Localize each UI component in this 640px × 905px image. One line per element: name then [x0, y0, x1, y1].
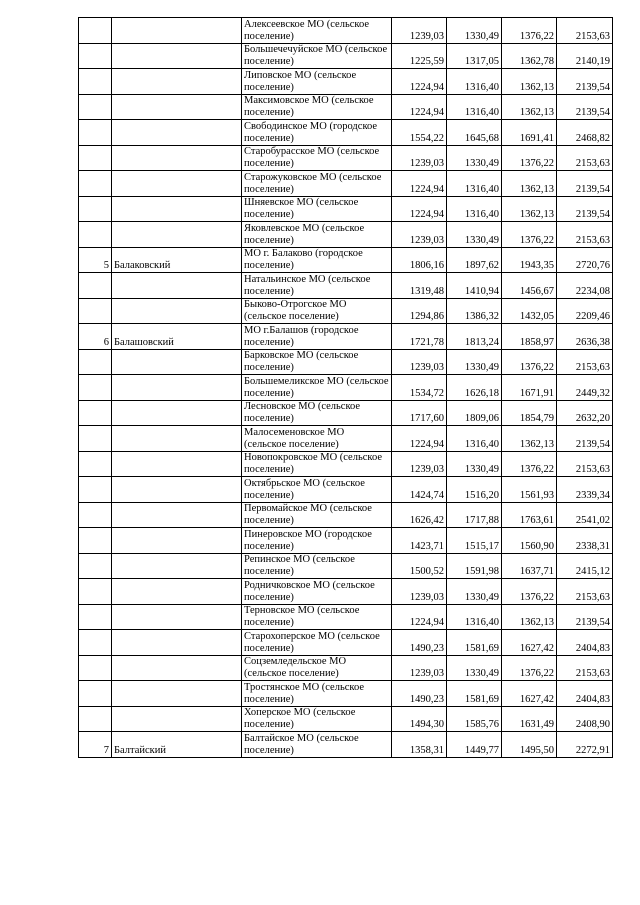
municipality-name: Алексеевское МО (сельское поселение): [242, 18, 392, 44]
value-2: 1645,68: [447, 120, 502, 146]
municipality-name: Свободинское МО (городское поселение): [242, 120, 392, 146]
table-row: [79, 732, 613, 758]
row-number: [79, 375, 112, 401]
tariff-table: [78, 17, 613, 758]
district-name: [112, 579, 242, 605]
row-number: [79, 222, 112, 248]
table-row: [79, 451, 613, 477]
value-3: 1376,22: [502, 349, 557, 375]
table-row: [79, 400, 613, 426]
value-4: 2139,54: [557, 69, 613, 95]
municipality-name: Липовское МО (сельское поселение): [242, 69, 392, 95]
row-number: [79, 681, 112, 707]
value-3: 1627,42: [502, 630, 557, 656]
value-3: 1631,49: [502, 706, 557, 732]
value-2: 1449,77: [447, 732, 502, 758]
value-2: 1330,49: [447, 579, 502, 605]
value-1: 1239,03: [392, 451, 447, 477]
district-name: [112, 375, 242, 401]
municipality-name: Старожуковское МО (сельское поселение): [242, 171, 392, 197]
value-2: 1581,69: [447, 681, 502, 707]
value-2: 1717,88: [447, 502, 502, 528]
municipality-name: Хоперское МО (сельское поселение): [242, 706, 392, 732]
municipality-name: МО г.Балашов (городское поселение): [242, 324, 392, 350]
value-3: 1362,13: [502, 196, 557, 222]
value-3: 1376,22: [502, 579, 557, 605]
table-row: [79, 604, 613, 630]
value-3: 1432,05: [502, 298, 557, 324]
row-number: [79, 477, 112, 503]
row-number: 5: [79, 247, 112, 273]
value-1: 1490,23: [392, 630, 447, 656]
value-1: 1294,86: [392, 298, 447, 324]
value-2: 1330,49: [447, 145, 502, 171]
district-name: [112, 681, 242, 707]
value-4: 2139,54: [557, 604, 613, 630]
value-1: 1554,22: [392, 120, 447, 146]
district-name: [112, 451, 242, 477]
value-2: 1330,49: [447, 18, 502, 44]
table-row: [79, 528, 613, 554]
row-number: [79, 171, 112, 197]
municipality-name: Балтайское МО (сельское поселение): [242, 732, 392, 758]
value-1: 1224,94: [392, 94, 447, 120]
row-number: [79, 706, 112, 732]
row-number: [79, 604, 112, 630]
municipality-name: Тростянское МО (сельское поселение): [242, 681, 392, 707]
value-2: 1410,94: [447, 273, 502, 299]
table-row: [79, 426, 613, 452]
row-number: [79, 655, 112, 681]
value-2: 1516,20: [447, 477, 502, 503]
value-2: 1581,69: [447, 630, 502, 656]
value-3: 1362,13: [502, 171, 557, 197]
value-1: 1358,31: [392, 732, 447, 758]
municipality-name: МО г. Балаково (городское поселение): [242, 247, 392, 273]
table-row: [79, 579, 613, 605]
value-1: 1494,30: [392, 706, 447, 732]
value-1: 1225,59: [392, 43, 447, 69]
row-number: 7: [79, 732, 112, 758]
district-name: [112, 222, 242, 248]
municipality-name: Репинское МО (сельское поселение): [242, 553, 392, 579]
value-1: 1423,71: [392, 528, 447, 554]
district-name: [112, 426, 242, 452]
municipality-name: Старобурасское МО (сельское поселение): [242, 145, 392, 171]
table-row: [79, 655, 613, 681]
value-1: 1239,03: [392, 655, 447, 681]
table-row: [79, 375, 613, 401]
value-4: 2139,54: [557, 196, 613, 222]
table-row: [79, 196, 613, 222]
value-1: 1806,16: [392, 247, 447, 273]
municipality-name: Максимовское МО (сельское поселение): [242, 94, 392, 120]
value-2: 1330,49: [447, 451, 502, 477]
value-2: 1330,49: [447, 222, 502, 248]
value-3: 1362,78: [502, 43, 557, 69]
value-4: 2408,90: [557, 706, 613, 732]
value-3: 1376,22: [502, 145, 557, 171]
district-name: [112, 400, 242, 426]
value-3: 1376,22: [502, 222, 557, 248]
value-2: 1316,40: [447, 171, 502, 197]
table-row: [79, 120, 613, 146]
table-row: [79, 298, 613, 324]
value-4: 2140,19: [557, 43, 613, 69]
value-3: 1362,13: [502, 604, 557, 630]
value-4: 2720,76: [557, 247, 613, 273]
district-name: [112, 553, 242, 579]
table-row: [79, 349, 613, 375]
district-name: [112, 120, 242, 146]
row-number: [79, 94, 112, 120]
value-3: 1671,91: [502, 375, 557, 401]
table-row: [79, 18, 613, 44]
row-number: [79, 451, 112, 477]
value-3: 1456,67: [502, 273, 557, 299]
municipality-name: Пинеровское МО (городское поселение): [242, 528, 392, 554]
value-2: 1330,49: [447, 349, 502, 375]
municipality-name: Большемеликское МО (сельское поселение): [242, 375, 392, 401]
value-2: 1317,05: [447, 43, 502, 69]
row-number: [79, 502, 112, 528]
municipality-name: Быково-Отрогское МО (сельское поселение): [242, 298, 392, 324]
value-4: 2153,63: [557, 655, 613, 681]
value-3: 1376,22: [502, 18, 557, 44]
value-1: 1239,03: [392, 222, 447, 248]
table-row: [79, 145, 613, 171]
table-row: [79, 171, 613, 197]
municipality-name: Октябрьское МО (сельское поселение): [242, 477, 392, 503]
value-4: 2139,54: [557, 426, 613, 452]
row-number: [79, 630, 112, 656]
value-1: 1239,03: [392, 349, 447, 375]
value-2: 1386,32: [447, 298, 502, 324]
value-4: 2209,46: [557, 298, 613, 324]
municipality-name: Старохоперское МО (сельское поселение): [242, 630, 392, 656]
value-4: 2153,63: [557, 145, 613, 171]
value-3: 1858,97: [502, 324, 557, 350]
row-number: [79, 273, 112, 299]
value-3: 1637,71: [502, 553, 557, 579]
value-4: 2139,54: [557, 171, 613, 197]
district-name: [112, 604, 242, 630]
value-4: 2153,63: [557, 349, 613, 375]
value-1: 1319,48: [392, 273, 447, 299]
municipality-name: Малосеменовское МО (сельское поселение): [242, 426, 392, 452]
table-row: [79, 222, 613, 248]
value-1: 1626,42: [392, 502, 447, 528]
district-name: Балашовский: [112, 324, 242, 350]
municipality-name: Барковское МО (сельское поселение): [242, 349, 392, 375]
value-4: 2404,83: [557, 681, 613, 707]
table-row: [79, 94, 613, 120]
value-4: 2541,02: [557, 502, 613, 528]
value-4: 2632,20: [557, 400, 613, 426]
value-4: 2636,38: [557, 324, 613, 350]
value-1: 1224,94: [392, 426, 447, 452]
district-name: [112, 171, 242, 197]
value-3: 1362,13: [502, 94, 557, 120]
value-2: 1809,06: [447, 400, 502, 426]
municipality-name: Яковлевское МО (сельское поселение): [242, 222, 392, 248]
row-number: [79, 43, 112, 69]
value-1: 1224,94: [392, 69, 447, 95]
value-2: 1626,18: [447, 375, 502, 401]
municipality-name: Большечечуйское МО (сельское поселение): [242, 43, 392, 69]
district-name: [112, 273, 242, 299]
value-4: 2139,54: [557, 94, 613, 120]
row-number: [79, 579, 112, 605]
value-4: 2338,31: [557, 528, 613, 554]
value-1: 1239,03: [392, 145, 447, 171]
municipality-name: Натальинское МО (сельское поселение): [242, 273, 392, 299]
value-2: 1316,40: [447, 69, 502, 95]
row-number: [79, 18, 112, 44]
municipality-name: Шняевское МО (сельское поселение): [242, 196, 392, 222]
value-4: 2153,63: [557, 579, 613, 605]
value-2: 1316,40: [447, 604, 502, 630]
value-1: 1224,94: [392, 171, 447, 197]
value-4: 2468,82: [557, 120, 613, 146]
value-4: 2153,63: [557, 18, 613, 44]
table-row: [79, 553, 613, 579]
row-number: [79, 426, 112, 452]
value-2: 1330,49: [447, 655, 502, 681]
table-row: [79, 69, 613, 95]
table-row: [79, 477, 613, 503]
value-1: 1424,74: [392, 477, 447, 503]
district-name: [112, 94, 242, 120]
value-3: 1763,61: [502, 502, 557, 528]
district-name: [112, 706, 242, 732]
row-number: [79, 69, 112, 95]
district-name: [112, 349, 242, 375]
municipality-name: Первомайское МО (сельское поселение): [242, 502, 392, 528]
value-3: 1376,22: [502, 655, 557, 681]
value-1: 1490,23: [392, 681, 447, 707]
table-row: [79, 630, 613, 656]
table-row: [79, 43, 613, 69]
row-number: [79, 349, 112, 375]
value-4: 2339,34: [557, 477, 613, 503]
district-name: [112, 196, 242, 222]
value-2: 1515,17: [447, 528, 502, 554]
municipality-name: Новопокровское МО (сельское поселение): [242, 451, 392, 477]
value-2: 1591,98: [447, 553, 502, 579]
value-3: 1376,22: [502, 451, 557, 477]
value-4: 2449,32: [557, 375, 613, 401]
district-name: Балаковский: [112, 247, 242, 273]
district-name: [112, 298, 242, 324]
value-2: 1813,24: [447, 324, 502, 350]
table-row: [79, 247, 613, 273]
value-3: 1854,79: [502, 400, 557, 426]
value-2: 1316,40: [447, 196, 502, 222]
value-1: 1500,52: [392, 553, 447, 579]
value-3: 1362,13: [502, 69, 557, 95]
value-4: 2404,83: [557, 630, 613, 656]
value-3: 1943,35: [502, 247, 557, 273]
value-2: 1585,76: [447, 706, 502, 732]
district-name: [112, 528, 242, 554]
district-name: [112, 630, 242, 656]
table-row: [79, 502, 613, 528]
row-number: [79, 196, 112, 222]
row-number: [79, 553, 112, 579]
row-number: [79, 298, 112, 324]
table-row: [79, 681, 613, 707]
row-number: [79, 120, 112, 146]
value-1: 1717,60: [392, 400, 447, 426]
municipality-name: Соцземледельское МО (сельское поселение): [242, 655, 392, 681]
value-3: 1362,13: [502, 426, 557, 452]
district-name: [112, 18, 242, 44]
value-4: 2153,63: [557, 222, 613, 248]
table-row: [79, 324, 613, 350]
district-name: [112, 43, 242, 69]
row-number: [79, 400, 112, 426]
value-4: 2153,63: [557, 451, 613, 477]
value-3: 1691,41: [502, 120, 557, 146]
municipality-name: Терновское МО (сельское поселение): [242, 604, 392, 630]
value-1: 1721,78: [392, 324, 447, 350]
value-3: 1561,93: [502, 477, 557, 503]
value-3: 1560,90: [502, 528, 557, 554]
value-1: 1224,94: [392, 196, 447, 222]
value-1: 1239,03: [392, 18, 447, 44]
value-3: 1627,42: [502, 681, 557, 707]
row-number: [79, 145, 112, 171]
district-name: [112, 145, 242, 171]
value-3: 1495,50: [502, 732, 557, 758]
value-4: 2234,08: [557, 273, 613, 299]
row-number: [79, 528, 112, 554]
table-row: [79, 706, 613, 732]
value-4: 2415,12: [557, 553, 613, 579]
municipality-name: Родничковское МО (сельское поселение): [242, 579, 392, 605]
value-2: 1316,40: [447, 94, 502, 120]
table-body: [79, 18, 613, 758]
table-row: [79, 273, 613, 299]
value-1: 1239,03: [392, 579, 447, 605]
value-1: 1224,94: [392, 604, 447, 630]
row-number: 6: [79, 324, 112, 350]
value-2: 1316,40: [447, 426, 502, 452]
district-name: [112, 69, 242, 95]
district-name: [112, 477, 242, 503]
district-name: Балтайский: [112, 732, 242, 758]
value-1: 1534,72: [392, 375, 447, 401]
district-name: [112, 655, 242, 681]
value-2: 1897,62: [447, 247, 502, 273]
district-name: [112, 502, 242, 528]
value-4: 2272,91: [557, 732, 613, 758]
municipality-name: Лесновское МО (сельское поселение): [242, 400, 392, 426]
